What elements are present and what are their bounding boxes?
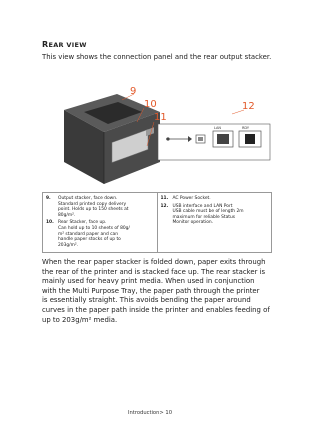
body-line: When the rear paper stacker is folded down, paper exits through <box>42 258 266 266</box>
legend-item-number: 11. <box>160 196 169 201</box>
page-footer: Introduction> 10 <box>127 410 172 416</box>
body-line: mainly used for heavy print media. When used in conjunction <box>42 277 255 286</box>
legend-column-right <box>157 193 272 252</box>
callout-11: 11 <box>154 112 167 123</box>
legend-item-number: 10. <box>46 220 54 226</box>
callout-9: 9 <box>130 86 137 97</box>
legend-item <box>161 204 269 226</box>
body-line: is essentially straight. This avoids bending the paper around <box>42 296 251 305</box>
intro-paragraph: This view shows the connection panel and the rear output stacker. <box>42 53 272 61</box>
legend-table <box>42 192 272 253</box>
callout-12: 12 <box>242 101 255 112</box>
section-heading <box>42 40 87 49</box>
section-heading-initial: R <box>42 40 49 49</box>
legend-item <box>161 196 269 202</box>
ready-label: RDY <box>242 126 250 130</box>
body-line: curves in the paper path inside the printer and enables feeding of <box>42 305 270 314</box>
section-heading-rest: EAR VIEW <box>48 41 87 49</box>
body-line: the rear of the printer and is stacked face up. The rear stacker is <box>42 267 266 276</box>
callout-10: 10 <box>144 99 157 110</box>
printer-rear-view-figure <box>42 82 282 192</box>
lan-label: LAN <box>214 126 222 130</box>
legend-item-number: 9. <box>46 196 51 201</box>
legend-item-text: Output stacker, face down. Standard printed copy delivery point. Holds up to 150 sheets at 80g/m². <box>58 196 129 218</box>
legend-item <box>46 196 154 218</box>
connection-panel <box>158 124 270 160</box>
legend-item-text: AC Power Socket. <box>172 196 211 201</box>
body-paragraph <box>42 258 272 325</box>
body-line: with the Multi Purpose Tray, the paper path through the printer <box>42 286 260 295</box>
legend-item-text: USB interface and LAN Port USB cable must be of length 2m maximum for reliable Status Monitor operation. <box>172 203 244 226</box>
legend-item <box>46 220 154 248</box>
legend-item-number: 12. <box>160 203 169 209</box>
legend-column-left <box>43 193 157 252</box>
legend-item-text: Rear Stacker, face up. Can hold up to 10 sheets of 80g/ m² standard paper and can handle paper stocks of up to 203g/m². <box>58 220 130 248</box>
body-line: up to 203g/m² media. <box>42 315 118 324</box>
